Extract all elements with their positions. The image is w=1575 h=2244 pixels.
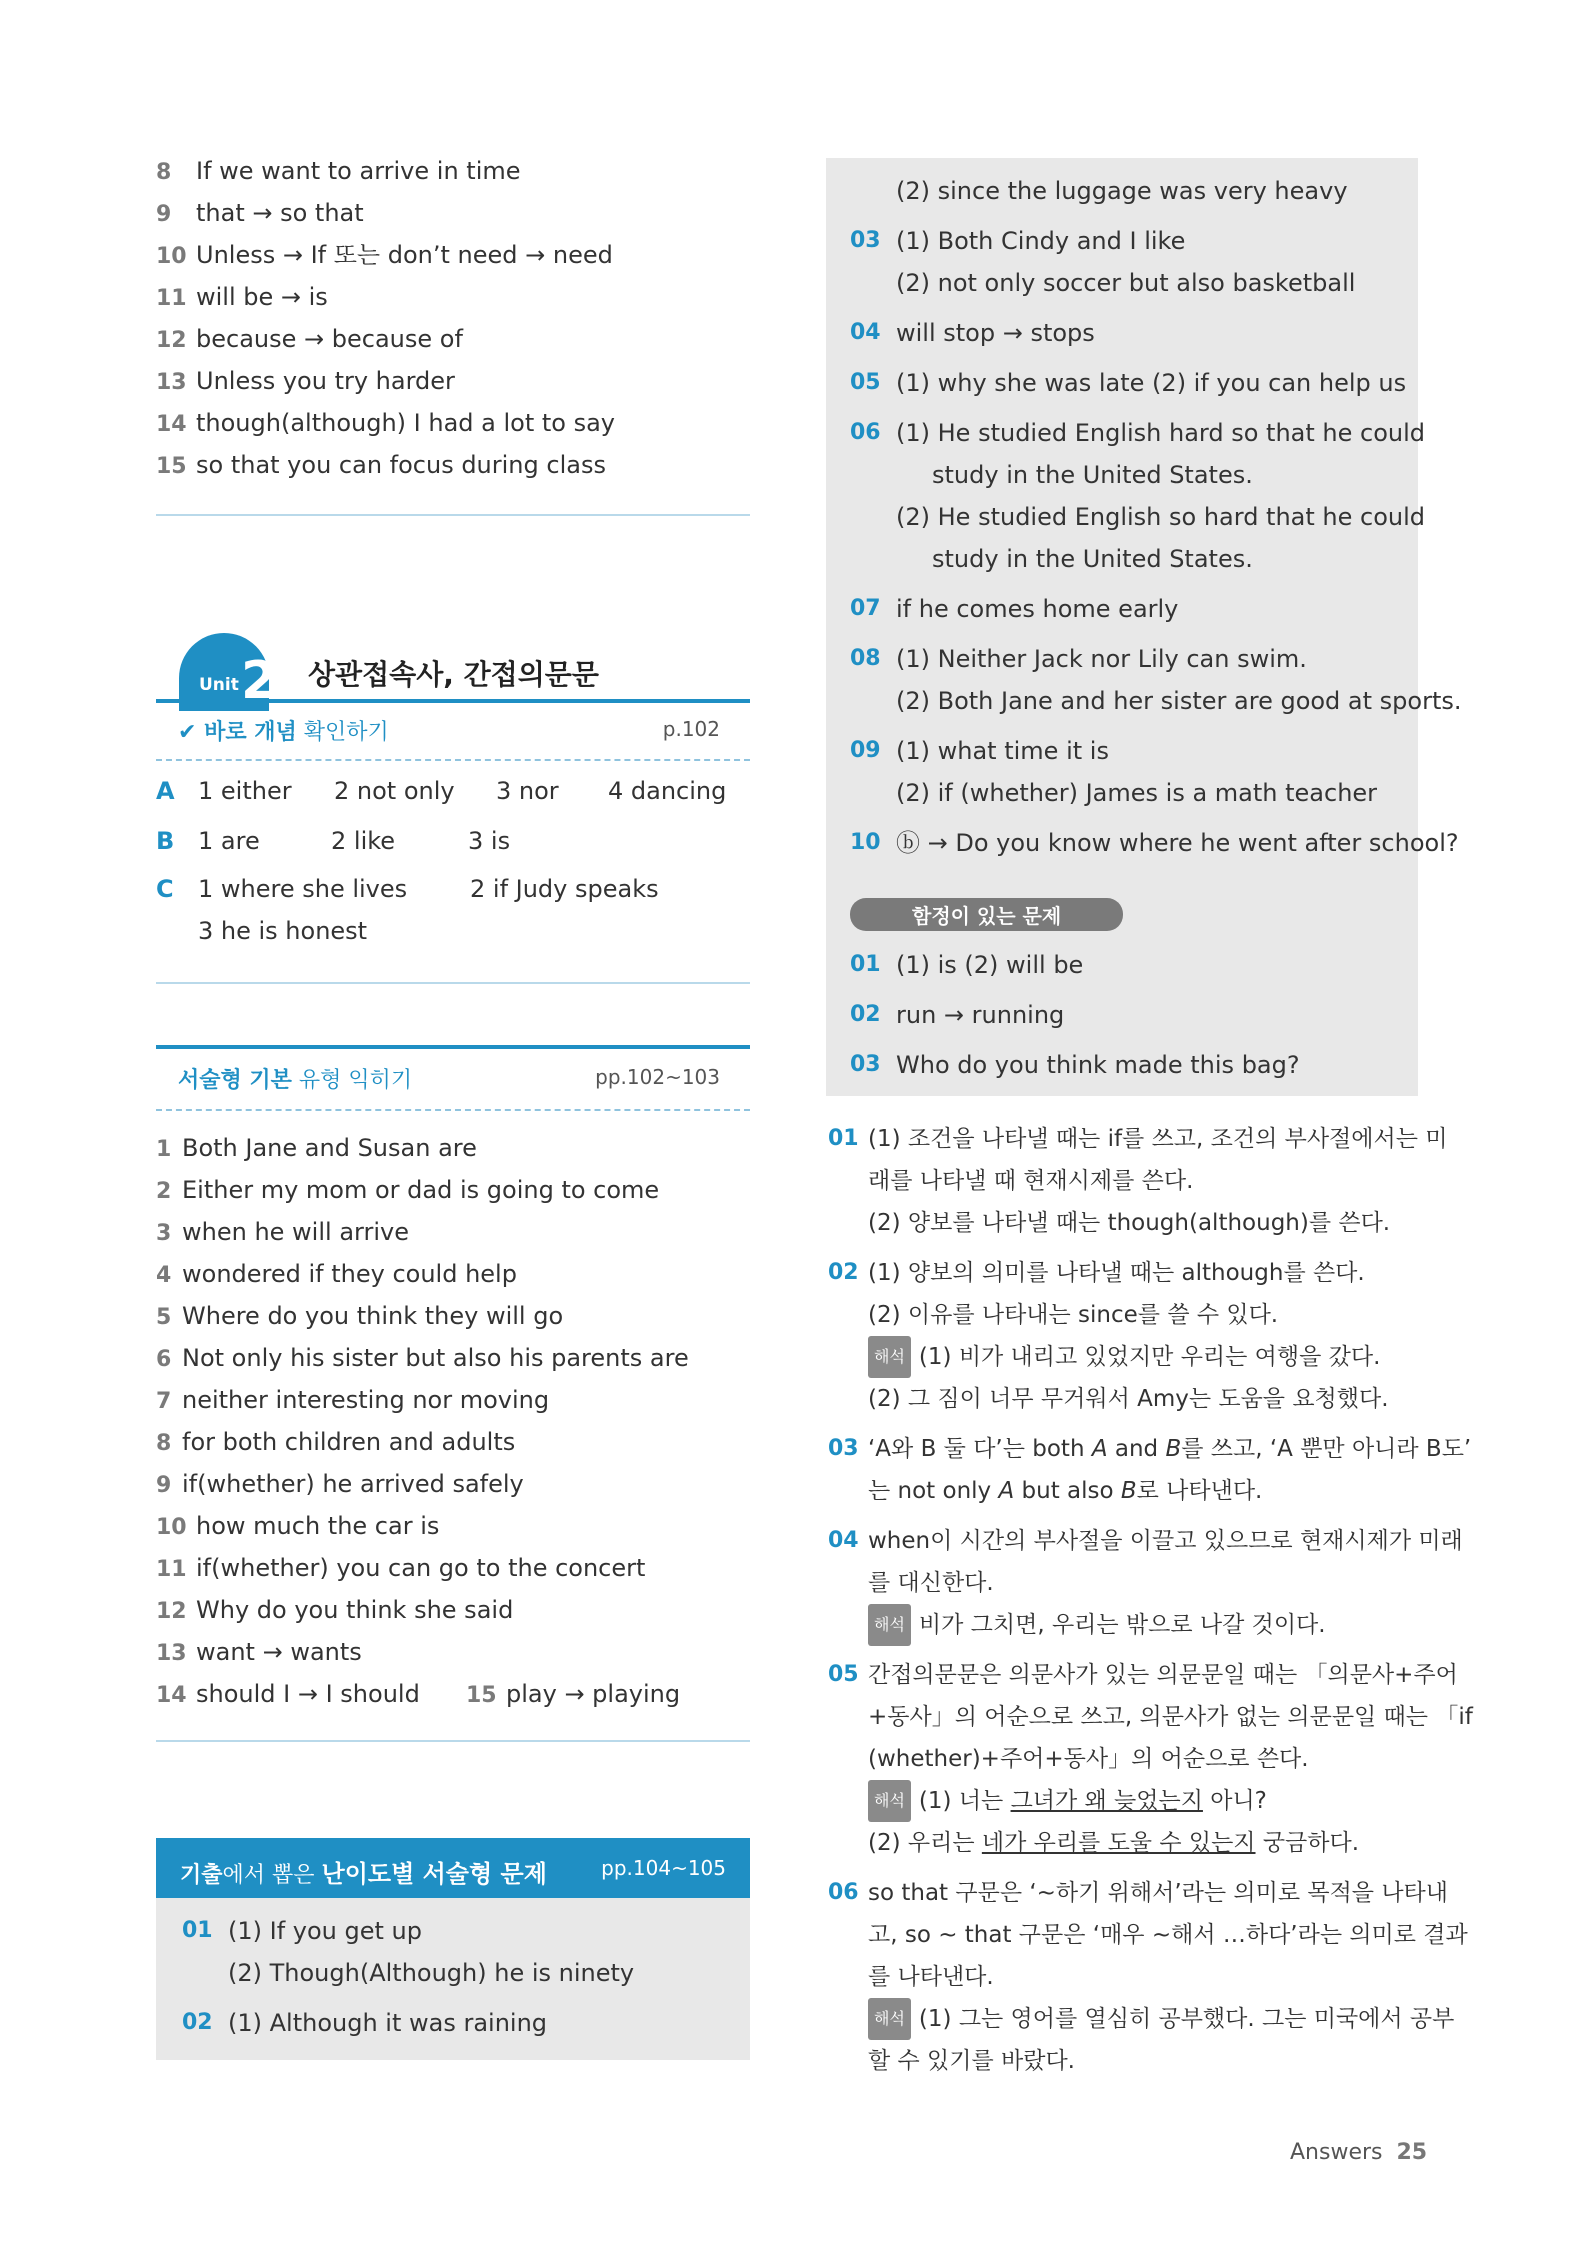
page-footer: Answers 25 (1290, 2140, 1428, 2165)
divider (156, 514, 750, 516)
section-rule (156, 1045, 750, 1049)
list-item: 3 when he will arrive (156, 1218, 409, 1246)
translation-tag: 해석 (868, 1604, 911, 1646)
translation-tag: 해석 (868, 1998, 911, 2040)
list-item: 11 if(whether) you can go to the concert (156, 1554, 646, 1582)
list-item: 01 (1) is (2) will be (850, 951, 1084, 979)
list-item: 04 will stop → stops (850, 319, 1095, 347)
list-item: 2 Either my mom or dad is going to come (156, 1176, 660, 1204)
list-item: (2) Both Jane and her sister are good at sports. (896, 687, 1462, 715)
list-item: 4 wondered if they could help (156, 1260, 517, 1288)
explanation-line: (2) 그 짐이 너무 무거워서 Amy는 도움을 요청했다. (868, 1386, 1389, 1412)
explanation-line: 01 (1) 조건을 나타낼 때는 if를 쓰고, 조건의 부사절에서는 미 (828, 1126, 1448, 1152)
explanations (828, 1118, 1473, 2082)
list-item: 05 (1) why she was late (2) if you can help us (850, 369, 1407, 397)
list-item: (2) not only soccer but also basketball (896, 269, 1356, 297)
list-item: 5 Where do you think they will go (156, 1302, 564, 1330)
explanation-line: (2) 이유를 나타내는 since를 쓸 수 있다. (868, 1302, 1279, 1328)
writing-list (156, 1127, 750, 1715)
explanation-line: (whether)+주어+동사」의 어순으로 쓴다. (868, 1746, 1309, 1772)
concept-check-header: ✔ 바로 개념 확인하기 p.102 (178, 717, 720, 745)
list-item: 08 (1) Neither Jack nor Lily can swim. (850, 645, 1307, 673)
check-icon: ✔ (178, 720, 197, 745)
list-item: 8 If we want to arrive in time (156, 157, 521, 185)
explanation-line: +동사」의 어순으로 쓰고, 의문사가 없는 의문문일 때는 「if (868, 1704, 1473, 1730)
page-reference: pp.104~105 (601, 1856, 726, 1880)
list-item: 03 Who do you think made this bag? (850, 1051, 1300, 1079)
dashed-divider (156, 759, 750, 761)
explanation-line: 해석 (1) 비가 내리고 있었지만 우리는 여행을 갔다. (828, 1336, 1428, 1378)
list-item: 15 so that you can focus during class (156, 451, 606, 479)
explanation-line: 해석 (1) 너는 그녀가 왜 늦었는지 아니? (828, 1780, 1428, 1822)
list-item: 07 if he comes home early (850, 595, 1179, 623)
list-item: 03 (1) Both Cindy and I like (850, 227, 1186, 255)
explanation-line: 03 ‘A와 B 둘 다’는 both A and B를 쓰고, ‘A 뿐만 아니라 B도’ (828, 1436, 1472, 1462)
divider (156, 982, 750, 984)
list-item: 09 (1) what time it is (850, 737, 1109, 765)
explanation-line: 를 나타낸다. (868, 1964, 994, 1990)
explanation-line: 는 not only A but also B로 나타낸다. (868, 1478, 1263, 1504)
list-item: (2) if (whether) James is a math teacher (896, 779, 1378, 807)
page-number: 25 (1396, 2140, 1428, 2165)
explanation-line: 06 so that 구문은 ‘~하기 위해서’라는 의미로 목적을 나타내 (828, 1880, 1448, 1906)
translation-tag: 해석 (868, 1780, 911, 1822)
list-item: 02 run → running (850, 1001, 1065, 1029)
explanation-line: 02 (1) 양보의 의미를 나타낼 때는 although를 쓴다. (828, 1260, 1365, 1286)
explanation-line: 할 수 있기를 바랐다. (868, 2048, 1075, 2074)
unit-badge: Unit 2 (179, 633, 269, 711)
unit-title: 상관접속사, 간접의문문 (308, 658, 599, 691)
page-reference: p.102 (662, 717, 720, 741)
left-answer-list (156, 150, 750, 516)
explanation-line: 고, so ~ that 구문은 ‘매우 ~해서 …하다’라는 의미로 결과 (868, 1922, 1468, 1948)
list-item: 7 neither interesting nor moving (156, 1386, 550, 1414)
list-item: (2) Though(Although) he is ninety (228, 1959, 635, 1987)
level-questions-box (156, 1838, 750, 2060)
list-item: 02 (1) Although it was raining (182, 2009, 548, 2037)
list-item: 10 ⓑ → Do you know where he went after school? (850, 829, 1459, 857)
list-item: 01 (1) If you get up (182, 1917, 422, 1945)
level-questions-header: 기출에서 뽑은 난이도별 서술형 문제 pp.104~105 (156, 1838, 750, 1898)
list-item: 10 Unless → If 또는 don’t need → need (156, 241, 613, 269)
translation-tag: 해석 (868, 1336, 911, 1378)
list-item: study in the United States. (932, 545, 1253, 573)
list-item: 10 how much the car is (156, 1512, 440, 1540)
dashed-divider (156, 1109, 750, 1111)
explanation-line: 를 대신한다. (868, 1570, 994, 1596)
unit-rule (156, 699, 750, 703)
right-answer-list (850, 170, 1462, 1086)
trap-questions-label: 함정이 있는 문제 (850, 898, 1123, 931)
explanation-line: (2) 우리는 네가 우리를 도울 수 있는지 궁금하다. (868, 1830, 1360, 1856)
writing-basic-header: 서술형 기본 유형 익히기 pp.102~103 (178, 1065, 720, 1093)
list-item: 9 that → so that (156, 199, 364, 227)
list-item: study in the United States. (932, 461, 1253, 489)
explanation-line: (2) 양보를 나타낼 때는 though(although)를 쓴다. (868, 1210, 1391, 1236)
page-reference: pp.102~103 (595, 1065, 720, 1089)
list-item: 14 should I → I should 15 play → playing (156, 1680, 681, 1708)
list-item: 9 if(whether) he arrived safely (156, 1470, 524, 1498)
list-item: 14 though(although) I had a lot to say (156, 409, 616, 437)
list-item: 8 for both children and adults (156, 1428, 516, 1456)
list-item: 12 Why do you think she said (156, 1596, 514, 1624)
list-item: 11 will be → is (156, 283, 328, 311)
explanation-line: 래를 나타낼 때 현재시제를 쓴다. (868, 1168, 1194, 1194)
list-item: 1 Both Jane and Susan are (156, 1134, 477, 1162)
list-item: 12 because → because of (156, 325, 463, 353)
divider (156, 1740, 750, 1742)
list-item: (2) since the luggage was very heavy (896, 177, 1348, 205)
list-item: (2) He studied English so hard that he could (896, 503, 1426, 531)
list-item: 6 Not only his sister but also his parents are (156, 1344, 689, 1372)
explanation-line: 04 when이 시간의 부사절을 이끌고 있으므로 현재시제가 미래 (828, 1528, 1463, 1554)
list-item: 06 (1) He studied English hard so that he could (850, 419, 1426, 447)
explanation-line: 해석 비가 그치면, 우리는 밖으로 나갈 것이다. (828, 1604, 1428, 1646)
list-item: 13 Unless you try harder (156, 367, 455, 395)
explanation-line: 해석 (1) 그는 영어를 열심히 공부했다. 그는 미국에서 공부 (828, 1998, 1428, 2040)
list-item: 13 want → wants (156, 1638, 362, 1666)
explanation-line: 05 간접의문문은 의문사가 있는 의문문일 때는 「의문사+주어 (828, 1662, 1458, 1688)
